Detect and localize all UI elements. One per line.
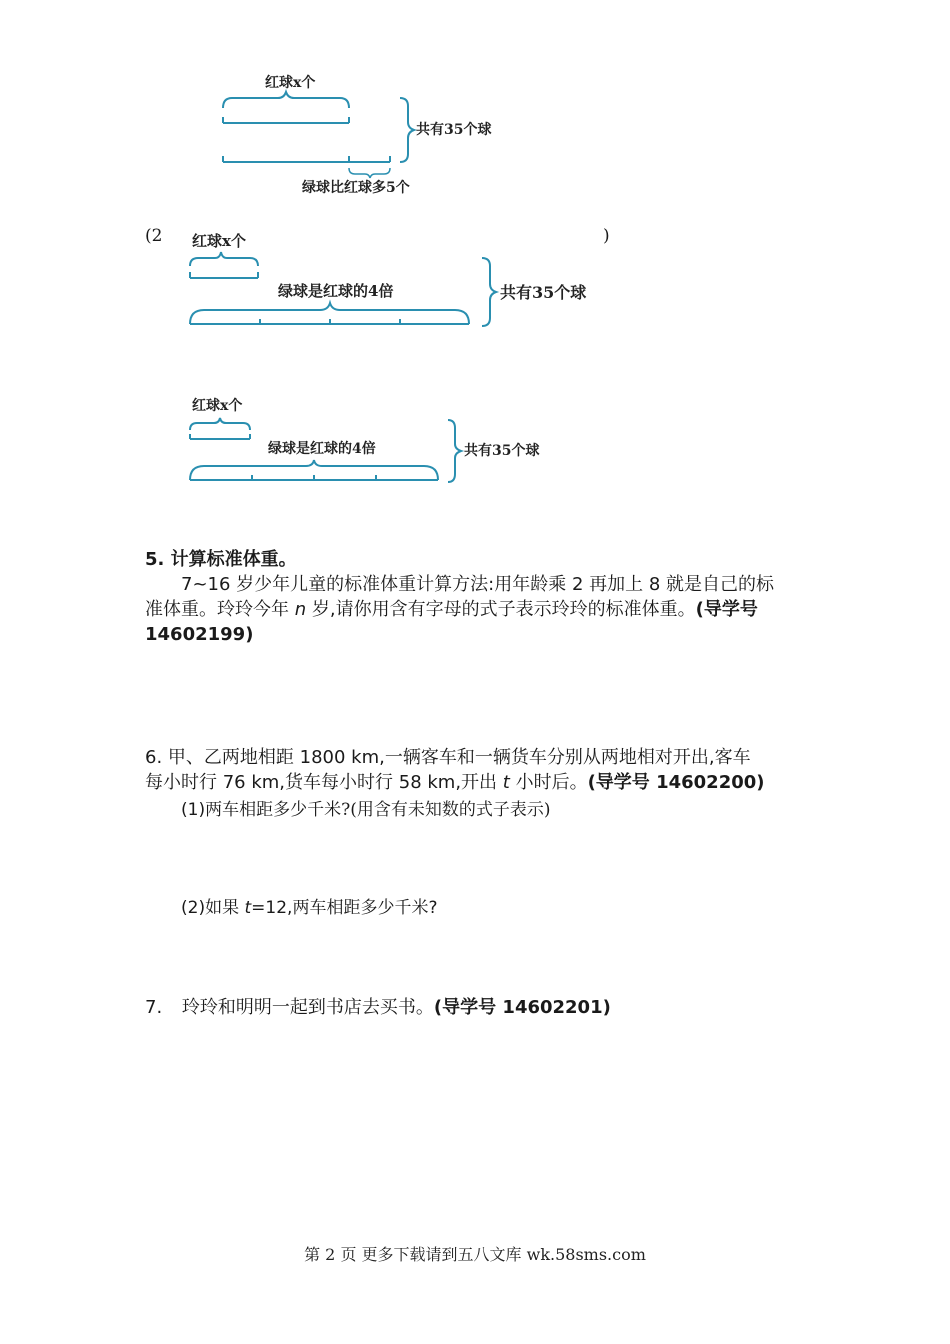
diagram-3-right-brace [448,420,461,482]
diagram-1-right-label: 共有35个球 [416,122,492,138]
diagram-2-top-label: 红球x个 [192,232,246,250]
diagram-2-middle-label: 绿球是红球的4倍 [278,282,394,300]
question-7 [145,996,611,1020]
question-7-ref: (导学号 14602201) [433,997,611,1018]
question-7-number: 7. [145,997,163,1018]
diagram-1-top-brace [223,92,349,108]
diagram-1-bottom-label: 绿球比红球多5个 [302,180,410,196]
question-5-heading [145,548,297,572]
diagram-2-right-label: 共有35个球 [500,283,587,302]
question-7-text: 玲玲和明明一起到书店去买书。 [181,997,434,1018]
variable-n: n [294,599,307,620]
question-6-sub-2: (2)如果 t=12,两车相距多少千米? [181,898,438,918]
diagram-2-right-brace [482,258,496,326]
diagram-3-middle-label: 绿球是红球的4倍 [268,441,376,457]
question-5-line-2: 准体重。玲玲今年 n 岁,请你用含有字母的式子表示玲玲的标准体重。(导学号 [145,599,758,620]
question-5-number: 5. [145,549,165,570]
diagram-1-top-label: 红球x个 [265,75,316,91]
page-footer: 第 2 页 更多下载请到五八文库 wk.58sms.com [304,1245,646,1264]
diagram-3-right-label: 共有35个球 [464,443,540,459]
diagram-2 [180,226,600,331]
question-6-line-1: 6. 甲、乙两地相距 1800 km,一辆客车和一辆货车分别从两地相对开出,客车 [145,747,751,768]
variable-t: t [502,772,510,793]
diagram-2-prefix: (2 [145,226,163,246]
question-6-ref: (导学号 14602200) [587,772,765,793]
diagram-3 [180,392,580,487]
diagram-1 [210,70,510,200]
question-5-line-1: 7~16 岁少年儿童的标准体重计算方法:用年龄乘 2 再加上 8 就是自己的标 [181,574,775,595]
question-6-number: 6. [145,747,163,768]
question-5-ref-b: 14602199) [145,624,254,645]
question-6-line-2: 每小时行 76 km,货车每小时行 58 km,开出 t 小时后。(导学号 14602200) [145,772,765,793]
diagram-1-right-brace [400,98,414,162]
diagram-3-top-label: 红球x个 [192,398,243,414]
diagram-2-suffix: ) [603,226,610,246]
question-5-ref-a: (导学号 [695,599,758,620]
question-5-title: 计算标准体重。 [170,549,297,570]
question-6-sub-1: (1)两车相距多少千米?(用含有未知数的式子表示) [181,800,551,820]
